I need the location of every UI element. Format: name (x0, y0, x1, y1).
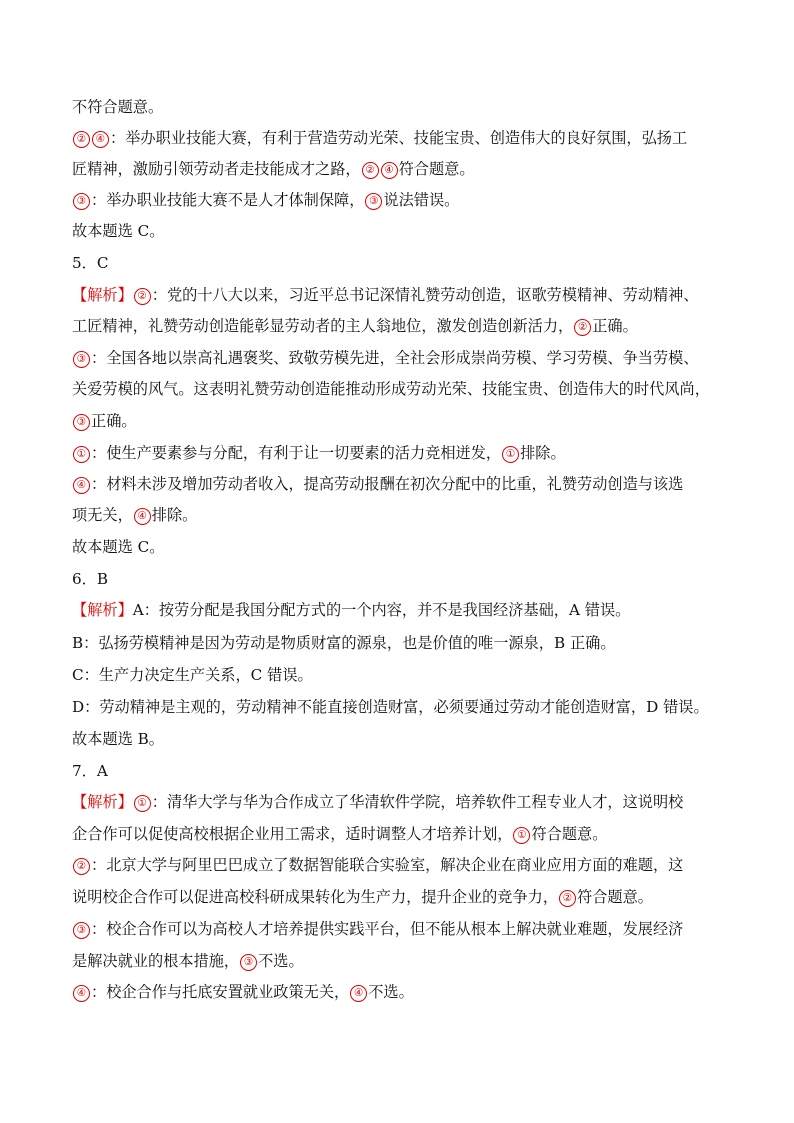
text-span: 符合题意。 (398, 160, 475, 178)
text-span: ：北京大学与阿里巴巴成立了数据智能联合实验室，解决企业在商业应用方面的难题，这 (91, 856, 684, 874)
circled-number: ② (73, 131, 90, 148)
circled-number: ① (513, 827, 530, 844)
circled-number: ② (574, 319, 591, 336)
text-span: ：党的十八大以来，习近平总书记深情礼赞劳动创造，讴歌劳模精神、劳动精神、 (151, 286, 699, 304)
circled-number: ① (73, 446, 90, 463)
circled-number: ④ (73, 477, 90, 494)
text-line (72, 473, 722, 495)
analysis-label: 【解析】 (72, 601, 133, 619)
text-span: 说明校企合作可以促进高校科研成果转化为生产力，提升企业的竞争力， (72, 888, 558, 906)
circled-number: ④ (381, 162, 398, 179)
text-span: 匠精神，激励引领劳动者走技能成才之路， (72, 160, 361, 178)
text-span: 7．A (72, 762, 108, 780)
text-span: 关爱劳模的风气。这表明礼赞劳动创造能推动形成劳动光荣、技能宝贵、创造伟大的时代风尚， (72, 380, 710, 398)
circled-number: ② (362, 162, 379, 179)
analysis-label: 【解析】 (72, 793, 133, 811)
text-span: ：校企合作与托底安置就业政策无关， (91, 983, 350, 1001)
text-span: ：清华大学与华为合作成立了华清软件学院，培养软件工程专业人才，这说明校 (151, 793, 684, 811)
circled-number: ② (559, 890, 576, 907)
text-span: 排除。 (151, 506, 198, 524)
text-line (72, 791, 722, 813)
text-span: 不选。 (368, 983, 414, 1001)
text-line (72, 950, 722, 972)
text-span: 是解决就业的根本措施， (72, 952, 240, 970)
text-line (72, 504, 722, 526)
circled-number: ④ (92, 131, 109, 148)
text-line (72, 347, 722, 369)
text-span: 5．C (72, 254, 109, 272)
text-span: 符合题意。 (577, 888, 653, 906)
text-line (72, 442, 722, 464)
text-line (72, 410, 722, 432)
circled-number: ④ (350, 985, 367, 1002)
circled-number: ④ (134, 508, 151, 525)
text-line (72, 220, 722, 242)
text-span: ：举办职业技能大赛，有利于营造劳动光荣、技能宝贵、创造伟大的良好氛围，弘扬工 (110, 129, 688, 147)
text-span: 正确。 (592, 317, 638, 335)
text-span: B：弘扬劳模精神是因为劳动是物质财富的源泉，也是价值的唯一源泉，B 正确。 (72, 634, 616, 652)
text-span: ：全国各地以崇高礼遇褒奖、致敬劳模先进，全社会形成崇尚劳模、学习劳模、争当劳模、 (91, 349, 699, 367)
text-line (72, 728, 722, 750)
text-span: 不符合题意。 (72, 98, 164, 116)
circled-number: ③ (240, 954, 257, 971)
circled-number: ③ (73, 351, 90, 368)
text-span: 故本题选 C。 (72, 538, 165, 556)
circled-number: ③ (365, 193, 382, 210)
text-line (72, 127, 722, 149)
text-span: 项无关， (72, 506, 133, 524)
text-span: A：按劳分配是我国分配方式的一个内容，并不是我国经济基础，A 错误。 (132, 601, 631, 619)
text-span: 企合作可以促使高校根据企业用工需求，适时调整人才培养计划， (72, 825, 513, 843)
text-span: 符合题意。 (531, 825, 608, 843)
text-span: ：举办职业技能大赛不是人才体制保障， (91, 191, 365, 209)
text-line (72, 252, 722, 274)
text-line (72, 854, 722, 876)
text-span: 排除。 (520, 444, 566, 462)
text-line (72, 536, 722, 558)
text-line (72, 158, 722, 180)
text-span: 工匠精神，礼赞劳动创造能彰显劳动者的主人翁地位，激发创造创新活力， (72, 317, 574, 335)
text-line (72, 284, 722, 306)
circled-number: ① (502, 446, 519, 463)
text-line (72, 96, 722, 118)
text-line (72, 632, 722, 654)
text-span: 6．B (72, 570, 109, 588)
text-line (72, 189, 722, 211)
text-line (72, 823, 722, 845)
text-line (72, 981, 722, 1003)
circled-number: ③ (73, 193, 90, 210)
text-line (72, 696, 722, 718)
circled-number: ③ (73, 414, 90, 431)
text-line (72, 315, 722, 337)
circled-number: ② (73, 858, 90, 875)
text-line (72, 568, 722, 590)
text-line (72, 760, 722, 782)
text-span: 故本题选 C。 (72, 222, 165, 240)
text-line (72, 378, 722, 400)
text-line (72, 664, 722, 686)
analysis-label: 【解析】 (72, 286, 133, 304)
circled-number: ② (134, 288, 151, 305)
text-span: C：生产力决定生产关系，C 错误。 (72, 666, 313, 684)
circled-number: ① (134, 795, 151, 812)
text-span: 不选。 (258, 952, 304, 970)
circled-number: ③ (73, 922, 90, 939)
text-span: ：使生产要素参与分配，有利于让一切要素的活力竞相迸发， (91, 444, 502, 462)
text-span: D：劳动精神是主观的，劳动精神不能直接创造财富，必须要通过劳动才能创造财富，D 错误。 (72, 698, 709, 716)
text-span: ：校企合作可以为高校人才培养提供实践平台，但不能从根本上解决就业难题，发展经济 (91, 920, 684, 938)
text-span: 说法错误。 (383, 191, 460, 209)
text-line (72, 918, 722, 940)
text-span: ：材料未涉及增加劳动者收入，提高劳动报酬在初次分配中的比重，礼赞劳动创造与该选 (91, 475, 684, 493)
text-line (72, 886, 722, 908)
text-span: 正确。 (91, 412, 137, 430)
circled-number: ④ (73, 985, 90, 1002)
text-line (72, 599, 722, 621)
text-span: 故本题选 B。 (72, 730, 164, 748)
